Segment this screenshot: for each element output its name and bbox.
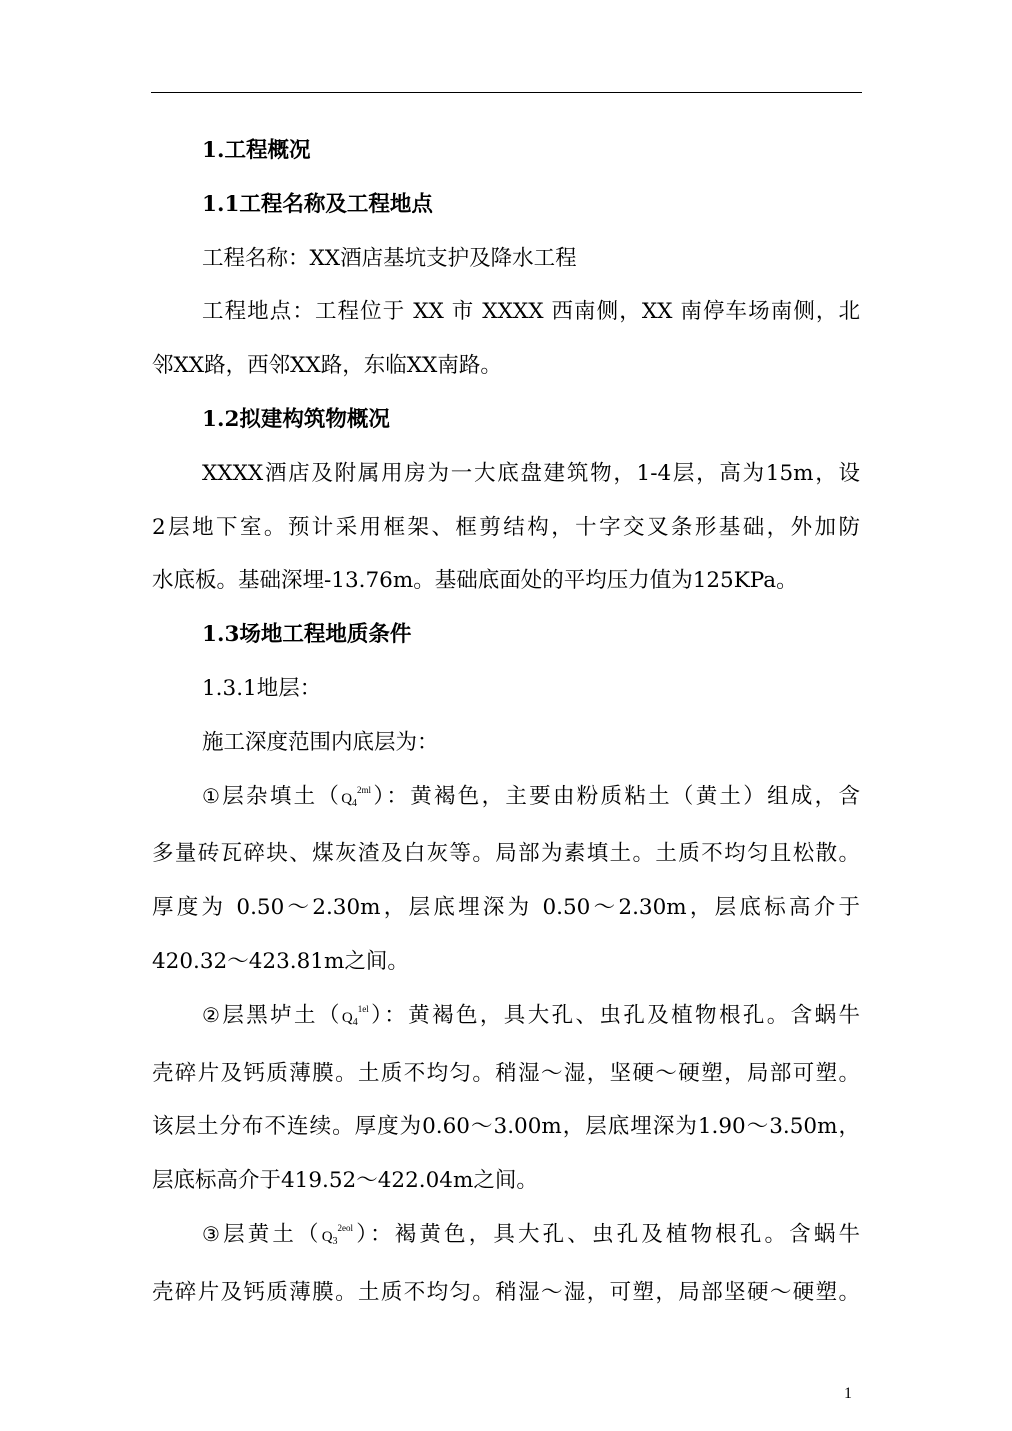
stratum-3-line-1 [152,1208,860,1266]
stratum-1-line-4: 420.32～423.81m之间。 [152,948,409,974]
stratum-name: 层黄土（ [223,1221,322,1247]
geologic-age-symbol: $Q_4^{1el}$ [341,1003,369,1028]
project-location-line-2: 邻XX路，西邻XX路，东临XX南路。 [152,353,502,379]
document-body [152,124,860,1320]
section-1-heading: 1.工程概况 [202,138,311,163]
stratum-2-line-4: 层底标高介于419.52～422.04m之间。 [152,1168,538,1194]
building-overview-line-3: 水底板。基础深埋-13.76m。基础底面处的平均压力值为125KPa。 [152,568,798,594]
project-name-line: 工程名称：XX酒店基坑支护及降水工程 [202,245,577,271]
circled-number: ① [202,785,223,808]
stratum-2-line-3: 该层土分布不连续。厚度为0.60～3.00m，层底埋深为1.90～3.50m， [152,1114,860,1140]
page-number: 1 [844,1385,852,1402]
stratum-description: ）：黄褐色，主要由粉质粘土（黄土）组成，含 [371,783,860,809]
stratum-description: ）：黄褐色，具大孔、虫孔及植物根孔。含蜗牛 [368,1002,860,1028]
stratum-3-line-2: 壳碎片及钙质薄膜。土质不均匀。稍湿～湿，可塑，局部坚硬～硬塑。 [152,1279,860,1305]
project-location-line-1: 工程地点：工程位于 XX 市 XXXX 西南侧，XX 南停车场南侧，北 [202,299,860,325]
strata-intro: 施工深度范围内底层为： [202,729,439,755]
header-rule [151,92,862,93]
building-overview-line-2: 2层地下室。预计采用框架、框剪结构，十字交叉条形基础，外加防 [152,514,860,540]
stratum-2-line-1 [152,989,860,1047]
stratum-name: 层杂填土（ [222,783,342,809]
stratum-name: 层黑垆土（ [222,1002,342,1028]
stratum-1-line-3: 厚度为 0.50～2.30m，层底埋深为 0.50～2.30m，层底标高介于 [152,895,860,921]
geologic-age-symbol: $Q_4^{2ml}$ [341,784,372,809]
section-1-2-heading: 1.2拟建构筑物概况 [202,406,390,432]
section-1-3-heading: 1.3场地工程地质条件 [202,622,412,648]
circled-number: ② [202,1004,223,1027]
geologic-age-symbol: $Q_3^{2eol}$ [321,1222,354,1247]
section-1-1-heading: 1.1工程名称及工程地点 [202,191,433,217]
building-overview-line-1: XXXX酒店及附属用房为一大底盘建筑物，1-4层，高为15m，设 [202,460,860,486]
stratum-description: ）：褐黄色，具大孔、虫孔及植物根孔。含蜗牛 [353,1221,860,1247]
section-1-3-1-heading: 1.3.1地层： [202,675,322,701]
stratum-2-line-2: 壳碎片及钙质薄膜。土质不均匀。稍湿～湿，坚硬～硬塑，局部可塑。 [152,1060,860,1086]
circled-number: ③ [202,1223,224,1246]
stratum-1-line-2: 多量砖瓦碎块、煤灰渣及白灰等。局部为素填土。土质不均匀且松散。 [152,841,860,867]
stratum-1-line-1 [152,770,860,828]
